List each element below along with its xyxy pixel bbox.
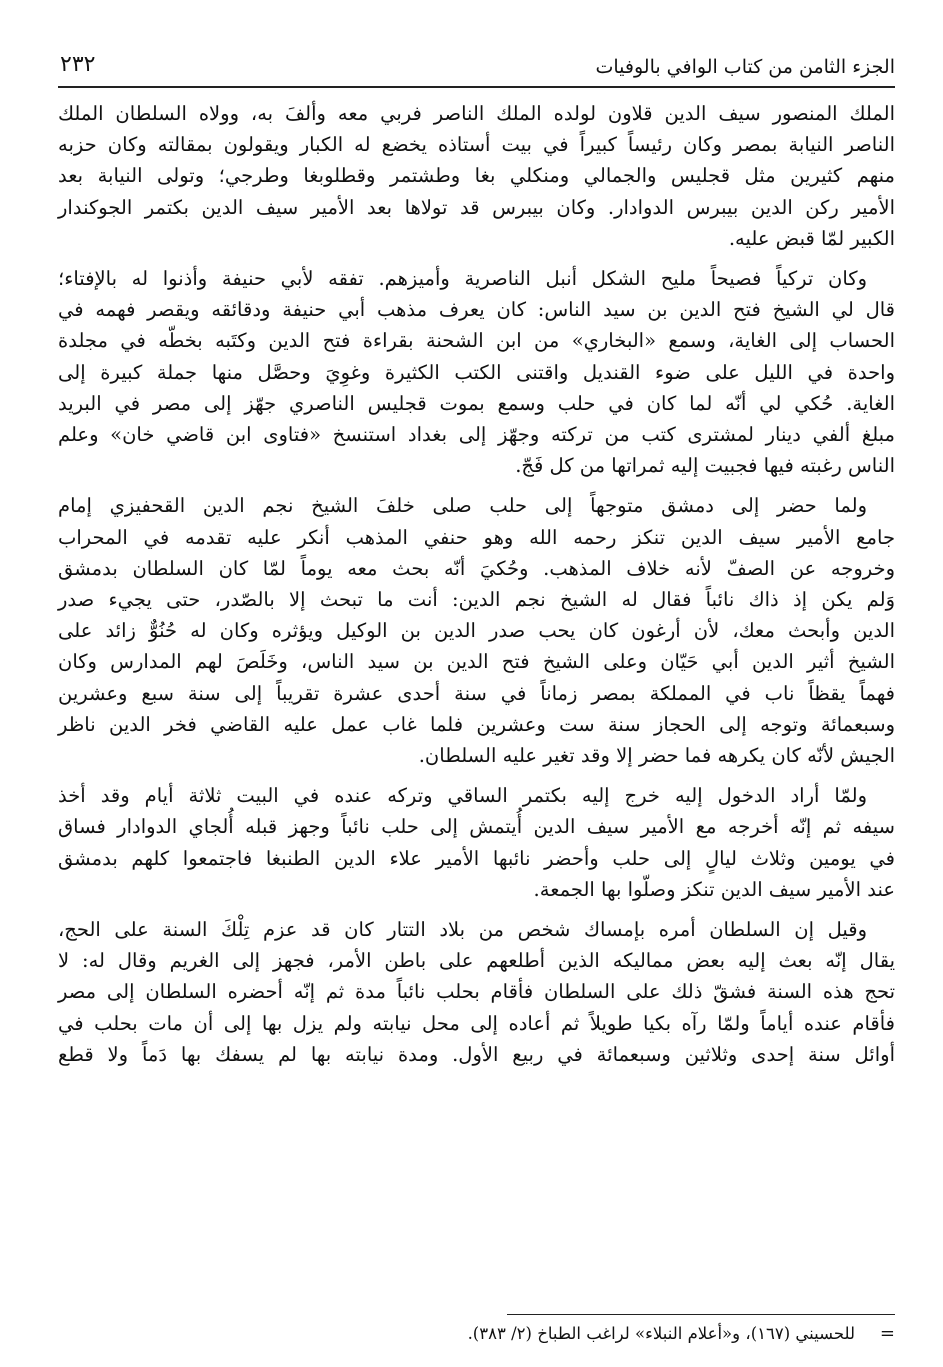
text-line: الجيش لأنّه كان يكرهه فما حضر إلا وقد تغير عليه السلطان. [418,744,895,768]
text-line: الدين وأبحث معك، لأن أرغون كان يحب صدر الدين بن الوكيل ويؤثره وكان له حُنُوٌّ زائد على [58,619,895,643]
text-line: الحساب إلى الغاية، وسمع «البخاري» من ابن الشحنة بقراءة فتح الدين وكتَبه بخطّه في مجلدة [58,329,895,353]
text-line: وكان تركياً فصيحاً مليح الشكل أنبل الناصرية وأميزهم. تفقه لأبي حنيفة وأذنوا له بالإفتاء؛ [58,267,867,291]
text-line: في يومين وثلاث ليالٍ إلى حلب وأحضر نائبها الأمير علاء الدين الطنبغا فاجتمعوا كلهم بدمشق [58,846,895,870]
text-line: الكبير لمّا قبض عليه. [728,226,895,250]
running-title: الجزء الثامن من كتاب الوافي بالوفيات [595,56,895,78]
text-line: منهم كثيرين مثل قجليس والجمالي ومنكلي بغا وطشتمر وقطلوبغا وطرجي؛ وتولى النيابة بعد [58,164,895,188]
text-line: قال لي الشيخ فتح الدين بن سيد الناس: كان يعرف مذهب أبي حنيفة ودقائقه ويقصر فهمه في [58,298,895,322]
paragraph [58,490,895,771]
text-line: جامع الأمير سيف الدين تنكز رحمه الله وهو حنفي المذهب أنكر عليه تقدمه في المحراب [58,525,895,549]
paragraph [58,914,895,1070]
paragraph [58,780,895,905]
text-line: وسبعمائة وتوجه إلى الحجاز سنة ست وعشرين فلما غاب عمل عليه القاضي فخر الدين ناظر [58,712,895,736]
text-line: يقال إنّه بعث إليه بعض مماليكه الذين أطلعهم على باطن الأمر، فجهز إلى الغريم وقال له: لا [58,949,895,973]
paragraph [58,263,895,481]
text-line: وقيل إن السلطان أمره بإمساك شخص من بلاد التتار كان قد عزم تِلْكَ السنة على الحج، [58,918,867,942]
footnote-divider [507,1314,895,1315]
text-line: أوائل سنة إحدى وثلاثين وسبعمائة في ربيع الأول. ومدة نيابته بها لم يسفك بها دَماً ولا قطع [58,1042,895,1066]
paragraph [58,98,895,254]
text-line: الملك المنصور سيف الدين قلاون لولده الملك الناصر فربي معه وألفَ به، وولاه السلطان الملك [58,102,895,125]
text-line: واحدة في الليل على ضوء القنديل واقتنى الكتب الكثيرة وغوِيَ وحصَّل منها جملة كبيرة إلى [58,360,895,384]
page-header [58,28,895,88]
footnote-text: للحسيني (١٦٧)، و«أعلام النبلاء» لراغب الطباخ (٢/ ٣٨٣). [467,1324,855,1343]
text-line: عند الأمير سيف الدين تنكز وصلّوا بها الجمعة. [533,877,895,901]
text-line: تحج هذه السنة فشقّ ذلك على السلطان فأقام بحلب نائباً مدة ثم إنّه أحضره السلطان إلى مصر [58,980,895,1004]
text-line: الناس رغبته فيها فجبيت إليه ثمراتها من كل فَجّ. [515,454,895,478]
text-line: الشيخ أثير الدين أبي حَيّان وعلى الشيخ فتح الدين بن سيد الناس، وخَلَصَ لهم المدارس وكان [58,650,895,674]
text-line: الأمير ركن الدين بيبرس الدوادار. وكان بيبرس قد تولاها بعد الأمير سيف الدين بكتمر الجوكندار [58,195,895,219]
text-line: الغاية. حُكي لي أنّه لما كان في حلب وسمع بموت قجليس الناصري جهّز إلى مصر في البريد [58,391,895,415]
page-number: ٢٣٢ [60,52,96,77]
footnote-continuation-marker: = [879,1323,895,1344]
body-text [58,98,895,1079]
text-line: سيفه ثم إنّه أخرجه مع الأمير سيف الدين أُيتمش إلى حلب نائباً وجهز قبله أُلجاي الدوادار فساق [58,815,895,839]
text-line: وخروجه عن الصفّ لأنه خلاف المذهب. وحُكيَ أنّه بحث معه يوماً لمّا كان السلطان بدمشق [58,556,895,580]
text-line: فهماً يقظاً ناب في المملكة بمصر زماناً في سنة أحدى عشرة تقريباً إلى سنة سبع وعشرين [58,681,895,705]
text-line: ولمّا أراد الدخول إليه خرج إليه بكتمر الساقي وتركه عنده في البيت ثلاثة أيام وقد أخذ [58,784,867,808]
text-line: مبلغ ألفي دينار لمشترى كتب من تركته وجهّز إلى بغداد استنسخ «فتاوى ابن قاضي خان» وعلم [58,423,895,447]
text-line: فأقام عنده أياماً ولمّا رآه بكيا طويلاً ثم أعاده إلى محل نيابته ولم يزل بها إلى أن مات بحلب في [58,1011,895,1035]
document-page [58,28,895,1348]
text-line: الناصر النيابة بمصر وكان رئيساً كبيراً في بيت أستاذه يخضع له الكبار ويقولون بمقالته وكان حزبه [58,133,895,157]
text-line: ولما حضر إلى دمشق متوجهاً إلى حلب صلى خلفَ الشيخ نجم الدين القحفيزي إمام [58,494,867,518]
text-line: وَلم يكن إذ ذاك نائباً فقال له الشيخ نجم الدين: أنت ما تبحث إلا بالصّدر، حتى يجيء صدر [58,588,895,612]
